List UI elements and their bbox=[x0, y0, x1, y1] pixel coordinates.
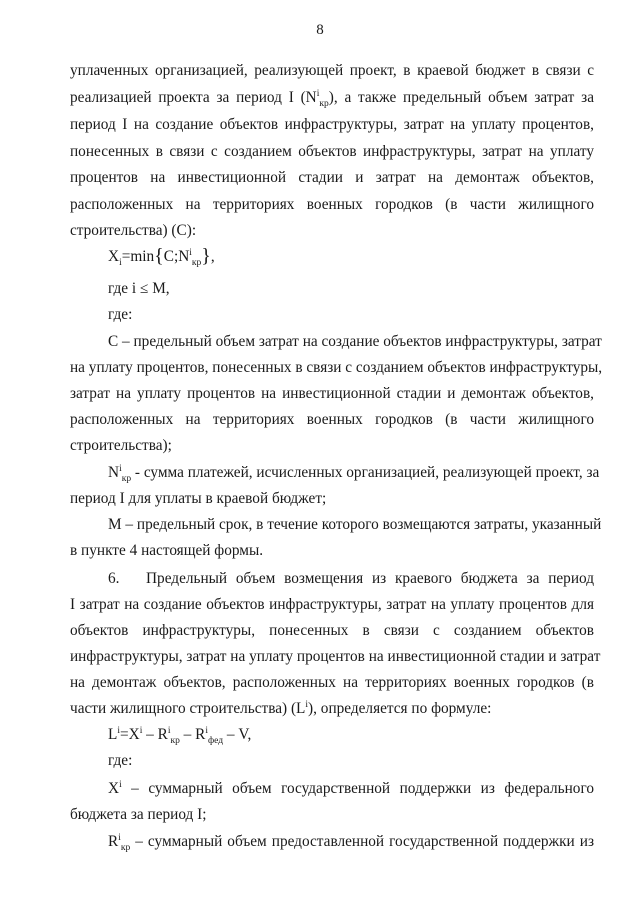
text-line: на уплату процентов, понесенных в связи с созданием объектов инфраструктуры, bbox=[70, 359, 603, 376]
text-line: части жилищного строительства) $(L^i)$, определяется по формуле: bbox=[70, 699, 492, 717]
formula-x: $X_i=\min\{C;N^i_{кр}\}$, bbox=[108, 245, 215, 269]
text-line: расположенных на территориях военных городков (в части жилищного bbox=[70, 411, 594, 428]
paragraph-number: 6. bbox=[108, 570, 120, 587]
text-line: бюджета за период I; bbox=[70, 806, 207, 823]
text-line: $R^i_{кр}$ – суммарный объем предоставленной государственной поддержки из bbox=[108, 832, 594, 854]
text-line: реализацией проекта за период I $(N^i_{кр})$, а также предельный объем затрат за bbox=[70, 88, 594, 110]
text-line: где: bbox=[108, 306, 133, 323]
text-line: расположенных на территориях военных городков (в части жилищного bbox=[70, 196, 594, 213]
text-line: С – предельный объем затрат на создание объектов инфраструктуры, затрат bbox=[108, 333, 602, 350]
text-line: на демонтаж объектов, расположенных на территориях военных городков (в bbox=[70, 674, 594, 691]
text-line: строительства) (С): bbox=[70, 222, 197, 239]
text-line: I затрат на создание объектов инфраструктуры, затрат на уплату процентов для bbox=[70, 596, 594, 613]
text-line: Предельный объем возмещения из краевого бюджета за период bbox=[146, 570, 594, 587]
formula-l: $L^i=X^i - R^i_{кр} - R^i_{фед} - V$, bbox=[108, 725, 252, 747]
text-line: в пункте 4 настоящей формы. bbox=[70, 542, 264, 559]
text-line: M – предельный срок, в течение которого возмещаются затраты, указанный bbox=[108, 516, 602, 533]
text-line: процентов на инвестиционной стадии и затрат на демонтаж объектов, bbox=[70, 169, 594, 186]
page-number: 8 bbox=[316, 22, 324, 38]
text-line: затрат на уплату процентов на инвестиционной стадии и демонтаж объектов, bbox=[70, 385, 594, 402]
text-line: период I для уплаты в краевой бюджет; bbox=[70, 490, 327, 507]
text-line: $N^i_{кр}$ - сумма платежей, исчисленных организацией, реализующей проект, за bbox=[108, 463, 600, 485]
text-line: период I на создание объектов инфраструктуры, затрат на уплату процентов, bbox=[70, 116, 594, 133]
text-line: где: bbox=[108, 752, 133, 769]
text-line: где i ≤ M, bbox=[108, 280, 170, 297]
text-line: инфраструктуры, затрат на уплату процентов на инвестиционной стадии и затрат bbox=[70, 648, 601, 665]
text-line: объектов инфраструктуры, понесенных в связи с созданием объектов bbox=[70, 622, 594, 639]
text-line: понесенных в связи с созданием объектов инфраструктуры, затрат на уплату bbox=[70, 143, 594, 160]
text-line: уплаченных организацией, реализующей проект, в краевой бюджет в связи с bbox=[70, 62, 594, 79]
text-line: $X^i$ – суммарный объем государственной поддержки из федерального bbox=[108, 779, 594, 797]
text-line: строительства); bbox=[70, 437, 172, 454]
